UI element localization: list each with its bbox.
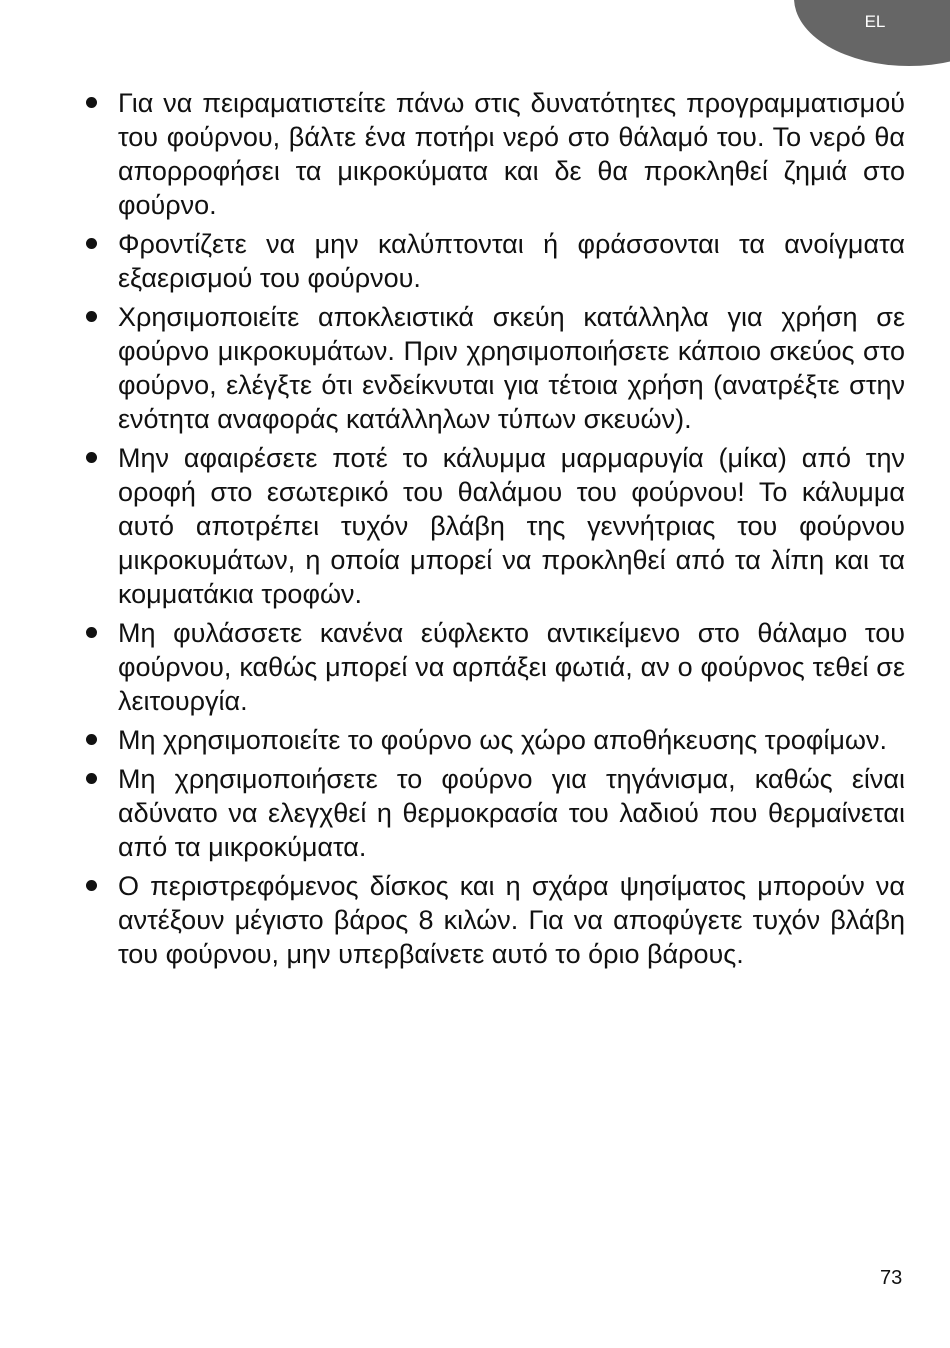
list-item	[82, 723, 905, 757]
list-item	[82, 441, 905, 611]
bullet-icon	[86, 97, 97, 108]
bullet-icon	[86, 238, 97, 249]
safety-bullet-list	[82, 86, 905, 976]
list-item-text: Μην αφαιρέσετε ποτέ το κάλυμμα μαρμαρυγία (μίκα) από την οροφή στο εσωτερικό του θαλάμου του φούρνου! Το κάλυμμα αυτό αποτρέπει τυχόν βλάβη της γεννήτριας του φούρνου μικροκυμάτων, η οποία μπορεί να προκληθεί από τα λίπη και τα κομματάκια τροφών.	[118, 443, 905, 609]
list-item-text: Μη χρησιμοποιήσετε το φούρνο για τηγάνισμα, καθώς είναι αδύνατο να ελεγχθεί η θερμοκρασία του λαδιού που θερμαίνεται από τα μικροκύματα.	[118, 764, 905, 862]
list-item-text: Ο περιστρεφόμενος δίσκος και η σχάρα ψησίματος μπορούν να αντέξουν μέγιστο βάρος 8 κιλών. Για να αποφύγετε τυχόν βλάβη του φούρνου, μην υπερβαίνετε αυτό το όριο βάρους.	[118, 871, 905, 969]
list-item-text: Μη φυλάσσετε κανένα εύφλεκτο αντικείμενο στο θάλαμο του φούρνου, καθώς μπορεί να αρπάξει φωτιά, αν ο φούρνος τεθεί σε λειτουργία.	[118, 618, 905, 716]
bullet-icon	[86, 734, 97, 745]
list-item	[82, 762, 905, 864]
list-item-text: Φροντίζετε να μην καλύπτονται ή φράσσονται τα ανοίγματα εξαερισμού του φούρνου.	[118, 229, 905, 293]
bullet-icon	[86, 311, 97, 322]
bullet-icon	[86, 452, 97, 463]
list-item	[82, 869, 905, 971]
list-item	[82, 86, 905, 222]
list-item-text: Χρησιμοποιείτε αποκλειστικά σκεύη κατάλληλα για χρήση σε φούρνο μικροκυμάτων. Πριν χρησιμοποιήσετε κάποιο σκεύος στο φούρνο, ελέγξτε ότι ενδείκνυται για τέτοια χρήση (ανατρέξτε στην ενότητα αναφοράς κατάλληλων τύπων σκευών).	[118, 302, 905, 434]
bullet-icon	[86, 627, 97, 638]
bullet-icon	[86, 880, 97, 891]
list-item	[82, 227, 905, 295]
language-tab	[794, 0, 950, 66]
list-item	[82, 616, 905, 718]
list-item	[82, 300, 905, 436]
list-item-text: Για να πειραματιστείτε πάνω στις δυνατότητες προγραμματισμού του φούρνου, βάλτε ένα ποτήρι νερό στο θάλαμό του. Το νερό θα απορροφήσει τα μικροκύματα και δε θα προκληθεί ζημιά στο φούρνο.	[118, 88, 905, 220]
list-item-text: Μη χρησιμοποιείτε το φούρνο ως χώρο αποθήκευσης τροφίμων.	[118, 725, 887, 755]
bullet-icon	[86, 773, 97, 784]
page-number: 73	[880, 1267, 903, 1289]
language-code: EL	[864, 12, 886, 31]
